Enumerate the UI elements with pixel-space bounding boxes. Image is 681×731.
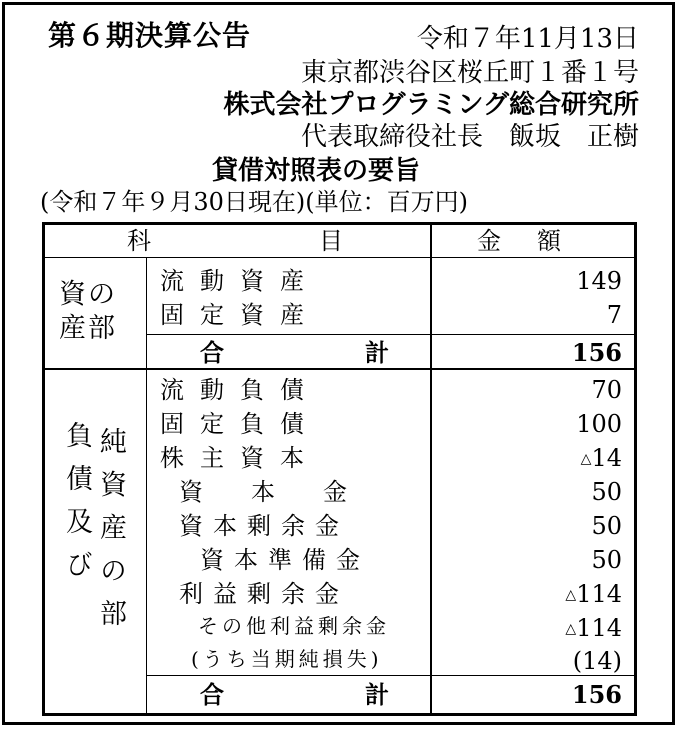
capital-reserve-label: 資本準備金 xyxy=(200,546,370,574)
assets-section-label-1: 資の xyxy=(59,279,117,310)
capital-surplus-label: 資本剰余金 xyxy=(179,512,349,540)
fixed-assets-value: 7 xyxy=(606,301,622,329)
current-assets-value: 149 xyxy=(576,267,622,295)
company-address: 東京都渋谷区桜丘町１番１号 xyxy=(300,58,639,88)
header-row-divider xyxy=(45,257,634,258)
current-liabilities-label: 流動負債 xyxy=(160,376,320,404)
liabilities-section-label-inner: 純資産の部 xyxy=(95,427,126,642)
capital-value: 50 xyxy=(591,478,622,506)
header-item-2: 目 xyxy=(319,227,343,255)
shareholders-equity-value: △14 xyxy=(580,444,622,472)
header-amount: 金 額 xyxy=(477,227,567,255)
retained-earnings-label: 利益剰余金 xyxy=(179,580,349,608)
assets-total-label-2: 計 xyxy=(365,338,389,367)
capital-surplus-value: 50 xyxy=(591,512,622,540)
section-divider xyxy=(45,368,634,370)
balance-sheet-table xyxy=(42,222,637,716)
liabilities-total-divider xyxy=(146,675,634,676)
liabilities-total-label-1: 合 xyxy=(200,680,224,709)
category-column-divider xyxy=(146,258,147,713)
current-assets-label: 流動資産 xyxy=(160,267,320,295)
balance-sheet-title: 貸借対照表の要旨 xyxy=(212,156,421,186)
liabilities-section-label-outer: 負債及び xyxy=(61,421,92,593)
negative-mark: △ xyxy=(565,587,577,603)
assets-section-label-2: 産部 xyxy=(59,313,117,344)
negative-mark: △ xyxy=(565,621,577,637)
as-of-date-unit: (令和７年９月30日現在)(単位：百万円) xyxy=(40,188,468,216)
fixed-liabilities-label: 固定負債 xyxy=(160,410,320,438)
negative-mark: △ xyxy=(580,451,592,467)
other-retained-earnings-value: △114 xyxy=(565,614,622,642)
fixed-liabilities-value: 100 xyxy=(576,410,622,438)
amount-column-divider xyxy=(430,225,432,713)
other-retained-earnings-label: その他利益剰余金 xyxy=(198,614,390,638)
retained-earnings-value: △114 xyxy=(565,580,622,608)
current-liabilities-value: 70 xyxy=(591,376,622,404)
capital-label: 資 本 金 xyxy=(179,478,347,506)
net-loss-label: (うち当期純損失) xyxy=(191,647,383,671)
fixed-assets-label: 固定資産 xyxy=(160,301,320,329)
assets-total-value: 156 xyxy=(571,338,622,367)
liabilities-total-label-2: 計 xyxy=(365,680,389,709)
assets-total-label-1: 合 xyxy=(200,338,224,367)
assets-subtotal-divider xyxy=(146,334,634,335)
liabilities-total-value: 156 xyxy=(571,680,622,709)
representative: 代表取締役社長 飯坂 正樹 xyxy=(300,122,639,152)
header-item-1: 科 xyxy=(127,227,151,255)
company-name: 株式会社プログラミング総合研究所 xyxy=(223,90,639,120)
capital-reserve-value: 50 xyxy=(591,546,622,574)
shareholders-equity-label: 株主資本 xyxy=(160,444,320,472)
notice-date: 令和７年11月13日 xyxy=(416,24,639,54)
notice-title: 第６期決算公告 xyxy=(48,19,252,52)
net-loss-value: (14) xyxy=(572,647,622,675)
